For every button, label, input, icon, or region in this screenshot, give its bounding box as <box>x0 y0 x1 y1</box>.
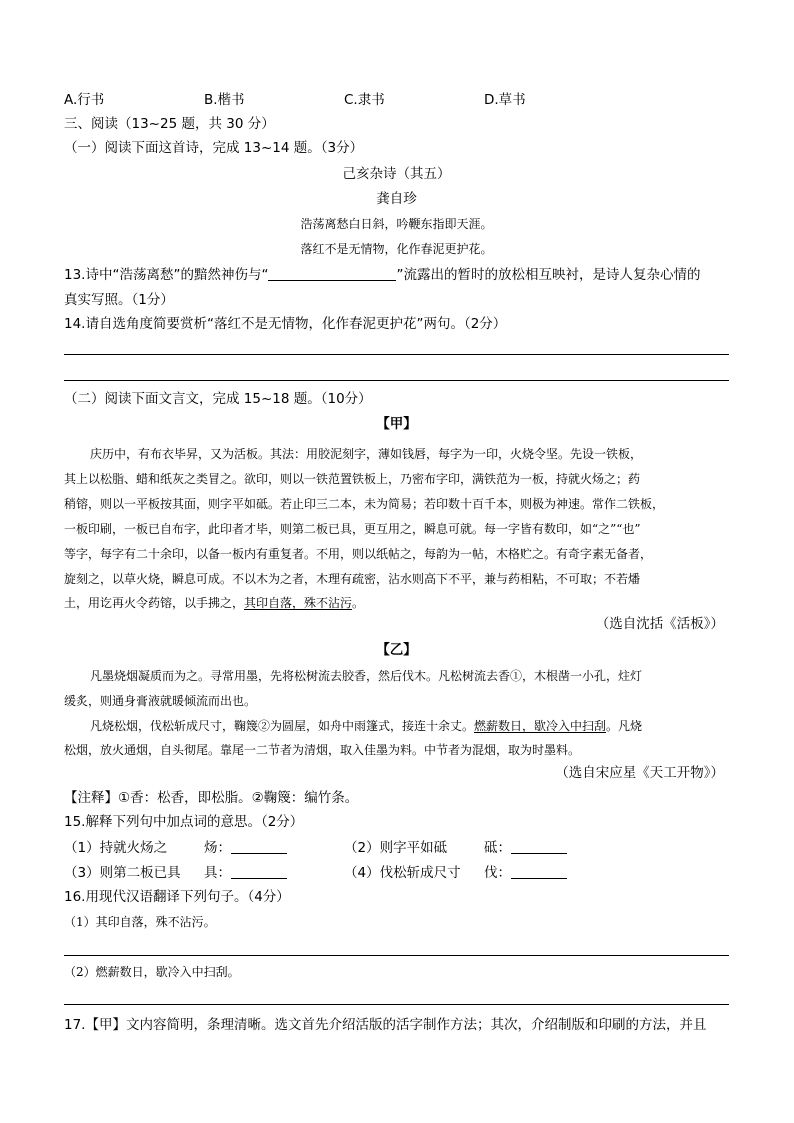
q15-word-label: 炀： <box>204 840 231 856</box>
jia-last-b: 。 <box>352 596 365 610</box>
q13-text-b: ”流露出的暂时的放松相互映衬，是诗人复杂心情的 <box>396 267 701 283</box>
q15-word-4 <box>484 863 567 883</box>
q15-word-label: 砥： <box>484 840 511 856</box>
question-15: 15.解释下列句中加点词的意思。（2分） <box>64 814 304 830</box>
section-heading: 三、阅读（13~25 题，共 30 分） <box>64 116 275 132</box>
yi-line-2: 缓炙，则通身膏液就暖倾流而出也。 <box>64 694 257 708</box>
option-b: B.楷书 <box>204 92 245 108</box>
jia-underlined: 其印自落，殊不沾污 <box>244 596 353 610</box>
answer-line[interactable] <box>64 1004 729 1005</box>
question-14: 14.请自选角度简要赏析“落红不是无情物，化作春泥更护花”两句。（2分） <box>64 316 507 332</box>
jia-line-4: 一板印刷，一板已自布字，此印者才毕，则第二板已具，更互用之，瞬息可就。每一字皆有数印，如“之”“也” <box>64 522 641 536</box>
yi-title: 【乙】 <box>376 642 417 658</box>
q15-word-2 <box>484 838 567 858</box>
jia-title: 【甲】 <box>376 416 417 432</box>
jia-line-7 <box>64 591 364 615</box>
q15-sentence: （1）持就火炀之 <box>64 840 168 856</box>
yi-line-4: 松烟，放火通烟，自头彻尾。靠尾一二节者为清烟，取入佳墨为料。中节者为混烟，取为时墨料。 <box>64 743 581 757</box>
annotation: 【注释】①香：松香，即松脂。②鞠篾：编竹条。 <box>64 790 359 806</box>
q13-text-a: 13.诗中“浩荡离愁”的黯然神伤与“ <box>64 267 269 283</box>
part2-intro: （二）阅读下面文言文，完成 15~18 题。（10分） <box>64 391 372 407</box>
yi-p2-a: 凡烧松烟，伐松斩成尺寸，鞠篾②为圆屋，如舟中雨篷式，接连十余丈。 <box>90 719 475 733</box>
q15-answer-blank[interactable] <box>511 864 567 879</box>
q15-sentence: （3）则第二板已具 <box>64 865 181 881</box>
q15-word-label: 具： <box>204 865 231 881</box>
q15-item-3 <box>64 863 181 883</box>
part1-intro: （一）阅读下面这首诗，完成 13~14 题。（3分） <box>64 140 364 156</box>
question-16: 16.用现代汉语翻译下列句子。（4分） <box>64 889 290 905</box>
option-a: A.行书 <box>64 92 105 108</box>
q15-item-1 <box>64 838 167 858</box>
q15-item-4 <box>344 863 461 883</box>
jia-line-3: 稍镕，则以一平板按其面，则字平如砥。若止印三二本，未为简易；若印数十百千本，则极为神速。常作二铁板， <box>64 497 665 511</box>
jia-line-2: 其上以松脂、蜡和纸灰之类冒之。欲印，则以一铁范置铁板上，乃密布字印，满铁范为一板，持就火炀之；药 <box>64 472 641 486</box>
q15-item-2 <box>344 838 447 858</box>
q15-answer-blank[interactable] <box>511 839 567 854</box>
q13-answer-blank[interactable] <box>268 266 396 281</box>
answer-line[interactable] <box>64 380 729 381</box>
jia-line-5: 等字，每字有二十余印，以备一板内有重复者。不用，则以纸帖之，每韵为一帖，木格贮之。有奇字素无备者， <box>64 547 653 561</box>
q15-word-label: 伐： <box>484 865 511 881</box>
q16-sentence-1: （1）其印自落，殊不沾污。 <box>64 915 216 929</box>
yi-source: （选自宋应星《天工开物》） <box>555 765 724 781</box>
answer-line[interactable] <box>64 955 729 956</box>
jia-last-a: 土，用讫再火令药镕，以手拂之， <box>64 596 245 610</box>
yi-line-1: 凡墨烧烟凝质而为之。寻常用墨，先将松树流去胶香，然后伐木。凡松树流去香①，木根凿一小孔，炷灯 <box>90 669 643 683</box>
poem-line-2: 落红不是无情物，化作春泥更护花。 <box>300 242 493 256</box>
option-c: C.隶书 <box>344 92 385 108</box>
option-d: D.草书 <box>484 92 526 108</box>
yi-line-3 <box>90 714 642 738</box>
q15-word-3 <box>204 863 287 883</box>
poem-line-1: 浩荡离愁白日斜，吟鞭东指即天涯。 <box>300 217 493 231</box>
q13-text-c: 真实写照。（1分） <box>64 292 174 308</box>
q16-sentence-2: （2）燃薪数日，歇冷入中扫刮。 <box>64 965 240 979</box>
answer-line[interactable] <box>64 354 729 355</box>
yi-underlined: 燃薪数日，歇冷入中扫刮 <box>474 719 607 733</box>
yi-p2-b: 。凡烧 <box>606 719 643 733</box>
q15-sentence: （2）则字平如砥 <box>344 840 448 856</box>
question-17: 17.【甲】文内容简明，条理清晰。选文首先介绍活版的活字制作方法；其次，介绍制版和印刷的方法，并且 <box>64 1017 707 1033</box>
jia-source: （选自沈括《活板》） <box>595 616 724 632</box>
q15-answer-blank[interactable] <box>231 839 287 854</box>
q15-sentence: （4）伐松斩成尺寸 <box>344 865 461 881</box>
jia-line-1: 庆历中，有布衣毕昇，又为活板。其法：用胶泥刻字，薄如钱唇，每字为一印，火烧令坚。先设一铁板， <box>90 447 643 461</box>
poem-author: 龚自珍 <box>376 191 417 207</box>
jia-line-6: 旋刻之，以草火烧，瞬息可成。不以木为之者，木理有疏密，沾水则高下不平，兼与药相粘，不可取；不若燔 <box>64 572 641 586</box>
q15-word-1 <box>204 838 287 858</box>
q15-answer-blank[interactable] <box>231 864 287 879</box>
question-13 <box>64 265 700 285</box>
poem-title: 己亥杂诗（其五） <box>342 166 451 182</box>
